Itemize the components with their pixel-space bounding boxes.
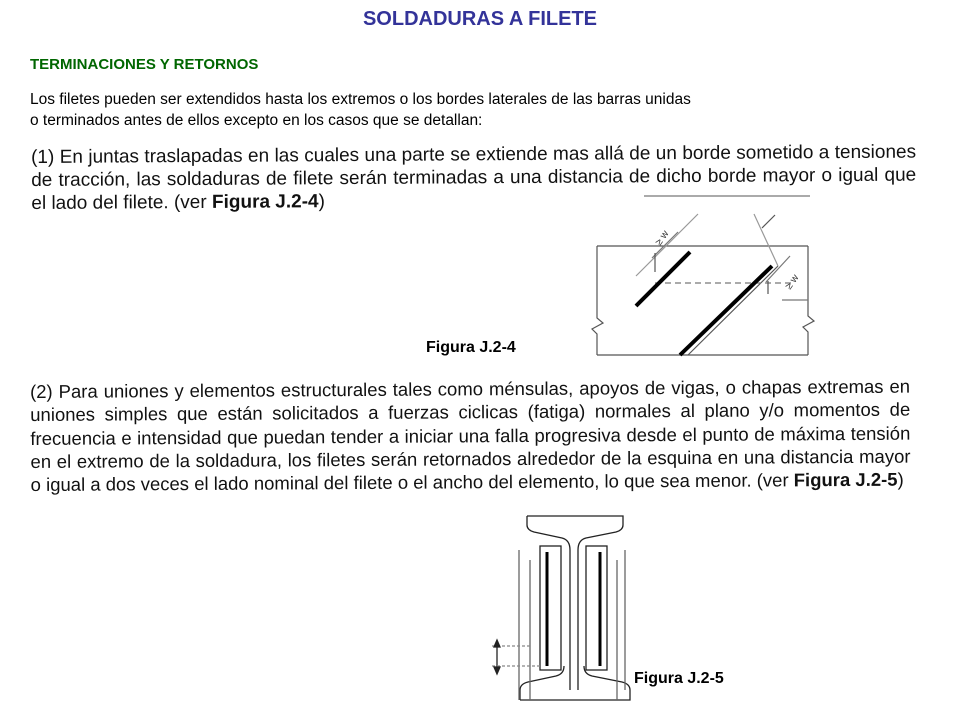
- dim-arrow-up: [494, 640, 500, 647]
- flange-bottom-right: [520, 666, 630, 700]
- item-1-figure-ref: Figura J.2-4: [211, 191, 319, 213]
- item-2-text: (2) Para uniones y elementos estructurales tales como ménsulas, apoyos de vigas, o chapas extremas en uniones simples que están solicitados a fuerzas ciclicas (fatiga) normales al plano y/o momentos de frecuencia e intensidad que puedan tender a iniciar una falla progresiva desde el punto de máxima tensión en el extremo de la soldadura, los filetes serán retornados alrededor de la esquina en una distancia mayor o igual a dos veces el lado nominal del filete o el ancho del elemento, lo que sea menor. (ver: [30, 375, 911, 496]
- intro-line-1: Los filetes pueden ser extendidos hasta los extremos o los bordes laterales de las barras unidas: [30, 91, 691, 108]
- stiffener-left: [540, 546, 561, 670]
- item-1-text: (1) En juntas traslapadas en las cuales una parte se extiende mas allá de un borde sometido a tensiones de tracción, las soldaduras de filete serán terminadas a una distancia de dicho borde mayor o igual que el lado del filete. (ver: [31, 141, 917, 214]
- item-2-close: ): [897, 468, 904, 490]
- item-2-figure-ref: Figura J.2-5: [793, 468, 898, 491]
- dim-label-2: ≥ w: [783, 272, 802, 292]
- item-1-close: ): [318, 191, 325, 213]
- intro-line-2: o terminados antes de ellos excepto en los casos que se detallan:: [30, 112, 483, 129]
- dim-label-1: ≥ w: [653, 228, 672, 248]
- figure-j25-caption: Figura J.2-5: [634, 670, 724, 687]
- flange-top-right: [527, 516, 623, 690]
- stiffener-right: [586, 546, 607, 670]
- page-title: SOLDADURAS A FILETE: [362, 8, 598, 30]
- figure-j24-caption: Figura J.2-4: [426, 339, 516, 356]
- section-heading: TERMINACIONES Y RETORNOS: [30, 56, 259, 73]
- flange-bottom-left: [520, 666, 564, 700]
- dim-arrow-down: [494, 667, 500, 674]
